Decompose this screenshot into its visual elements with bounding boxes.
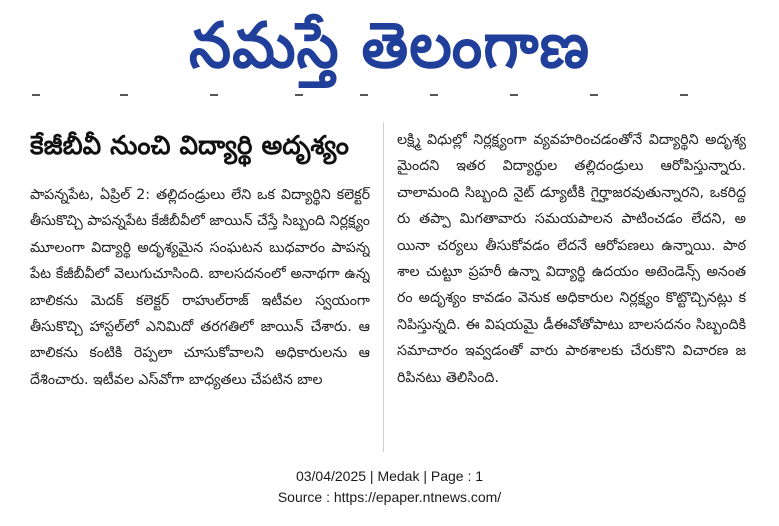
cut-off-previous-text [30,92,750,104]
masthead [0,0,779,92]
masthead-logo: నమస్తే తెలంగాణ [188,9,591,83]
footer-dateline: 03/04/2025 | Medak | Page : 1 [295,468,484,484]
article-column-left: పాపన్నపేట, ఏప్రిల్ 2: తల్లిదండ్రులు లేని ఒక విద్యార్థిని కలెక్టర్ తీసుకొచ్చి పాపన్నపేట కేజీబీవీలో జాయిన్ చేస్తే సిబ్బంది నిర్లక్ష్యం మూలంగా విద్యార్థి అదృశ్యమైన సంఘటన బుధవారం పాపన్నపేట కేజీబీవీలో వెలుగుచూసింది. బాలసదనంలో అనాథగా ఉన్న బాలికను మెదక్ కలెక్టర్ రాహుల్‌రాజ్ ఇటీవల స్వయంగా తీసుకొచ్చి హాస్టల్‌లో ఎనిమిదో తరగతిలో జాయిన్ చేశారు. ఆ బాలికను కంటికి రెప్పలా చూసుకోవాలని అధికారులను ఆదేశించారు. ఇటీవల ఎస్‌వోగా బాధ్యతలు చేపటిన బాల [30,187,370,388]
article-headline: కేజీబీవీ నుంచి విద్యార్థి అదృశ్యం [30,131,349,161]
column-divider [383,122,384,452]
article-column-right: లక్ష్మి విధుల్లో నిర్లక్ష్యంగా వ్యవహరించడంతోనే విద్యార్థిని అదృశ్యమైందని ఇతర విద్యార్థుల తల్లిదండ్రులు ఆరోపిస్తున్నారు. చాలామంది సిబ్బంది నైట్ డ్యూటీకి గైర్హాజరవుతున్నారని, ఒకరిద్దరు తప్పా మిగతావారు సమయపాలన పాటించడం లేదని, అయినా చర్యలు తీసుకోవడం లేదనే ఆరోపణలు ఉన్నాయి. పాఠశాల చుట్టూ ప్రహరీ ఉన్నా విద్యార్థి ఉదయం అటెండెన్స్ అనంతరం అదృశ్యం కావడం వెనుక అధికారుల నిర్లక్ష్యం కొట్టొచ్చినట్లు కనిపిస్తున్నది. ఈ విషయమై డీఈవోతోపాటు బాలసదనం సిబ్బందికి సమాచారం ఇవ్వడంతో వారు పాఠశాలకు చేరుకొని విచారణ జరిపినటు తెలిసింది. [397,132,746,386]
footer-source: Source : https://epaper.ntnews.com/ [277,489,502,505]
